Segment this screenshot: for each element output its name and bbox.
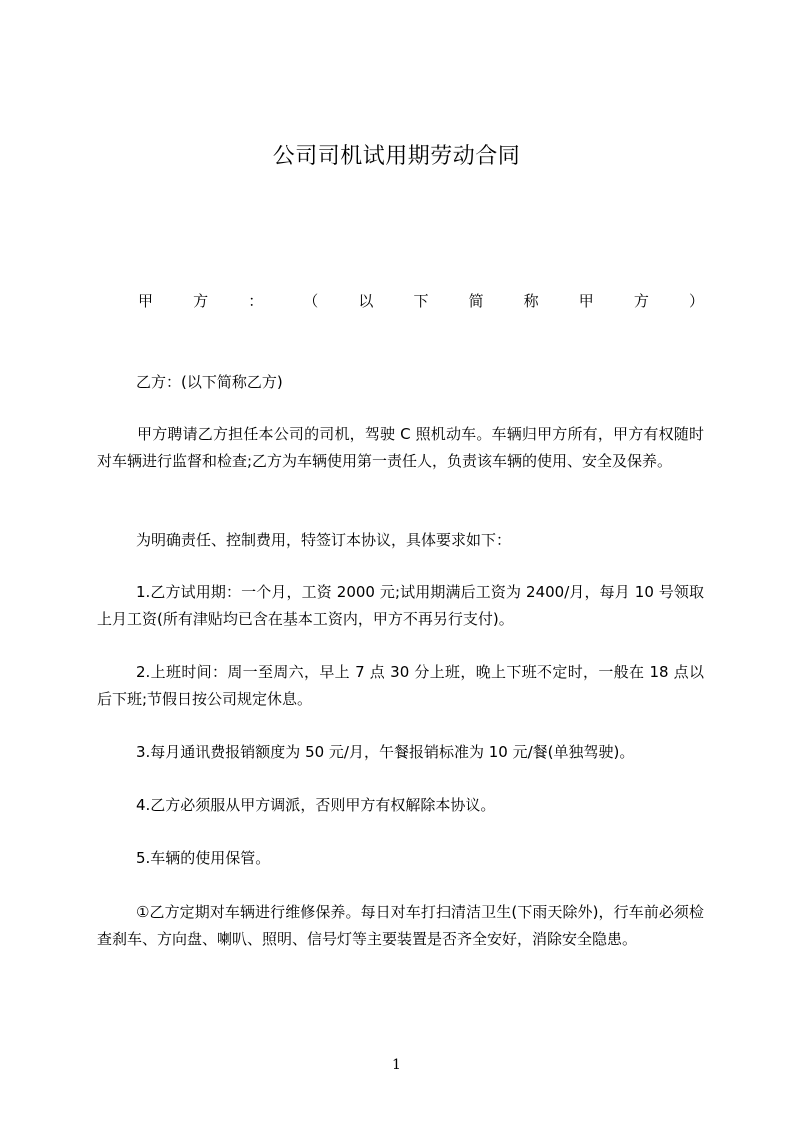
contract-paragraph: ①乙方定期对车辆进行维修保养。每日对车打扫清洁卫生(下雨天除外)，行车前必须检查刹车、方向盘、喇叭、照明、信号灯等主要装置是否齐全安好，消除安全隐患。 — [97, 903, 704, 948]
contract-paragraph: 2.上班时间：周一至周六，早上 7 点 30 分上班，晚上下班不定时，一般在 18 点以后下班;节假日按公司规定休息。 — [97, 663, 704, 708]
party-a-char: ： — [248, 292, 264, 310]
party-a-char: （ — [303, 292, 319, 310]
party-a-char: ） — [688, 292, 704, 310]
party-a-char: 下 — [413, 292, 429, 310]
party-a-char: 甲 — [138, 292, 154, 310]
party-a-char: 方 — [193, 292, 209, 310]
party-a-char: 称 — [523, 292, 539, 310]
party-a-char: 方 — [633, 292, 649, 310]
contract-paragraph: 甲方聘请乙方担任本公司的司机，驾驶 C 照机动车。车辆归甲方所有，甲方有权随时对车辆进行监督和检查;乙方为车辆使用第一责任人，负责该车辆的使用、安全及保养。 — [97, 425, 704, 470]
contract-paragraph: 3.每月通讯费报销额度为 50 元/月，午餐报销标准为 10 元/餐(单独驾驶)。 — [136, 743, 635, 761]
page-number: 1 — [392, 1057, 401, 1073]
party-a-char: 甲 — [578, 292, 594, 310]
document-title: 公司司机试用期劳动合同 — [272, 144, 521, 169]
party-a-line — [138, 289, 704, 313]
party-a-char: 以 — [358, 292, 374, 310]
contract-paragraph: 5.车辆的使用保管。 — [136, 849, 271, 867]
contract-paragraph: 4.乙方必须服从甲方调派，否则甲方有权解除本协议。 — [136, 796, 496, 814]
party-b-line: 乙方：(以下简称乙方) — [136, 373, 283, 391]
contract-paragraph: 1.乙方试用期：一个月，工资 2000 元;试用期满后工资为 2400/月，每月 10 号领取上月工资(所有津贴均已含在基本工资内，甲方不再另行支付)。 — [97, 583, 704, 628]
contract-paragraph: 为明确责任、控制费用，特签订本协议，具体要求如下： — [136, 531, 512, 549]
party-a-char: 简 — [468, 292, 484, 310]
